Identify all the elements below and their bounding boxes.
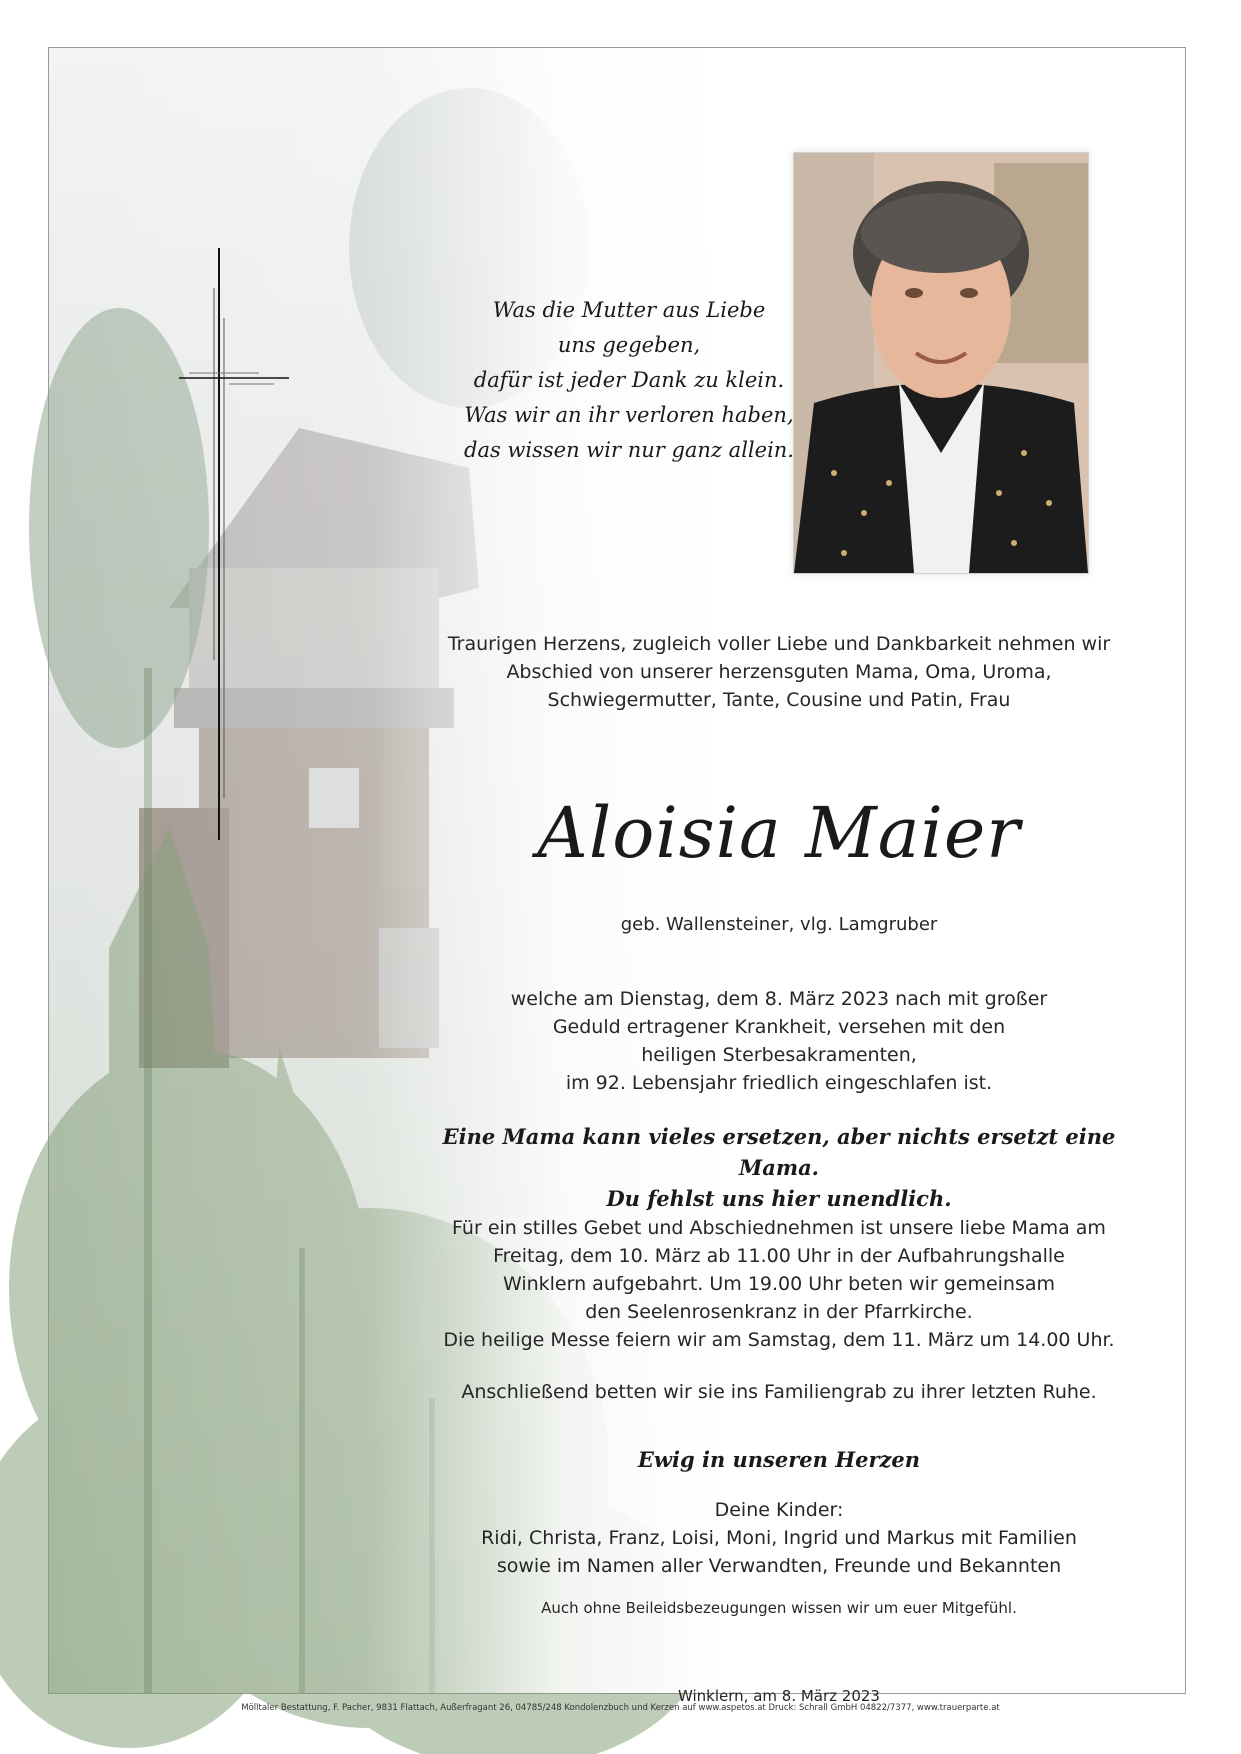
- intro-line: Schwiegermutter, Tante, Cousine und Patin, Frau: [547, 689, 1011, 711]
- verse-line: uns gegeben,: [557, 333, 701, 357]
- family-line: Deine Kinder:: [714, 1499, 844, 1521]
- burial-text: Anschließend betten wir sie ins Familiengrab zu ihrer letzten Ruhe.: [461, 1381, 1097, 1403]
- death-line: welche am Dienstag, dem 8. März 2023 nach mit großer: [510, 988, 1048, 1010]
- obituary-frame: [48, 47, 1186, 1705]
- verse-line: Was wir an ihr verloren haben,: [464, 403, 794, 427]
- deceased-name: Aloisia Maier: [537, 792, 1021, 874]
- death-line: im 92. Lebensjahr friedlich eingeschlafen ist.: [565, 1072, 993, 1094]
- verse-line: Was die Mutter aus Liebe: [492, 298, 766, 322]
- birth-info: geb. Wallensteiner, vlg. Lamgruber: [620, 914, 938, 935]
- quote: [399, 1121, 1159, 1214]
- eternal-heading: Ewig in unseren Herzen: [637, 1447, 921, 1472]
- intro-line: Traurigen Herzens, zugleich voller Liebe und Dankbarkeit nehmen wir: [447, 633, 1111, 655]
- intro-text: [399, 630, 1159, 714]
- ceremony-line: den Seelenrosenkranz in der Pfarrkirche.: [585, 1301, 973, 1323]
- death-line: Geduld ertragener Krankheit, versehen mit den: [552, 1016, 1006, 1038]
- death-text: [399, 985, 1159, 1097]
- verse: [409, 293, 849, 468]
- cross-icon: [179, 248, 309, 888]
- quote-line: Eine Mama kann vieles ersetzen, aber nichts ersetzt eine Mama.: [442, 1124, 1116, 1180]
- footer-imprint: Mölltaler Bestattung, F. Pacher, 9831 Flattach, Außerfragant 26, 04785/248 Kondolenzbuch und Kerzen auf www.aspetos.at Druck: Schrall GmbH 04822/7377, www.trauerparte.at: [241, 1703, 1000, 1713]
- family-line: sowie im Namen aller Verwandten, Freunde und Bekannten: [496, 1555, 1062, 1577]
- family-signature: [399, 1496, 1159, 1580]
- quote-line: Du fehlst uns hier unendlich.: [606, 1186, 952, 1211]
- ceremony-line: Für ein stilles Gebet und Abschiednehmen ist unsere liebe Mama am: [452, 1217, 1106, 1239]
- verse-line: dafür ist jeder Dank zu klein.: [473, 368, 785, 392]
- ceremony-line: Freitag, dem 10. März ab 11.00 Uhr in der Aufbahrungshalle: [493, 1245, 1065, 1267]
- place-date: Winklern, am 8. März 2023: [678, 1687, 880, 1705]
- ceremony-line: Die heilige Messe feiern wir am Samstag, dem 11. März um 14.00 Uhr.: [443, 1329, 1115, 1351]
- intro-line: Abschied von unserer herzensguten Mama, Oma, Uroma,: [506, 661, 1052, 683]
- verse-line: das wissen wir nur ganz allein.: [464, 438, 794, 462]
- death-line: heiligen Sterbesakramenten,: [641, 1044, 917, 1066]
- ceremony-text: [399, 1214, 1159, 1354]
- ceremony-line: Winklern aufgebahrt. Um 19.00 Uhr beten wir gemeinsam: [502, 1273, 1056, 1295]
- condolence-note: Auch ohne Beileidsbezeugungen wissen wir um euer Mitgefühl.: [541, 1599, 1017, 1617]
- family-line: Ridi, Christa, Franz, Loisi, Moni, Ingrid und Markus mit Familien: [481, 1527, 1077, 1549]
